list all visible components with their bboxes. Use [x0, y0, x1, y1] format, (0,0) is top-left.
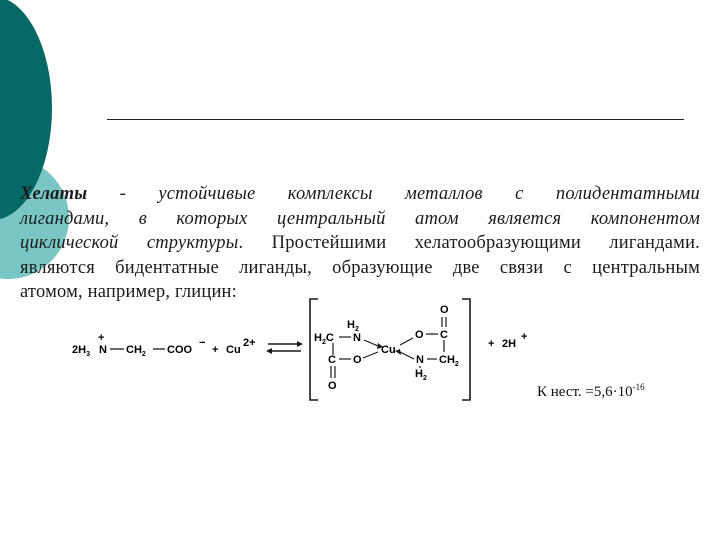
complex-left-o: O — [353, 354, 362, 366]
complex-right-ch2: $CH_2$ — [439, 354, 459, 368]
copper-glycinate-complex — [314, 304, 459, 392]
term-chelates: Хелаты — [20, 184, 88, 204]
complex-top-h2: $H_2$ — [347, 319, 359, 333]
reactant-n: N — [99, 344, 107, 356]
equilibrium-arrows — [266, 341, 303, 354]
complex-right-c: C — [440, 329, 448, 341]
reactant-minus-charge: − — [199, 337, 206, 349]
complex-left-h2c: $H_2C$ — [314, 332, 334, 346]
complex-right-n: N — [416, 354, 424, 366]
released-protons — [488, 331, 527, 350]
complex-bottom-h2: $H_2$ — [415, 368, 427, 382]
product-2h: 2H — [502, 338, 517, 350]
reactant-ch2: $CH_2$ — [126, 344, 146, 358]
paragraph-line-5: атомом, например, глицин: — [20, 282, 237, 302]
complex-left-carbonyl-o: O — [328, 380, 337, 392]
reactant-plus: + — [212, 344, 219, 356]
reactant-plus-charge: + — [98, 332, 105, 344]
instability-constant-label: К нест. =5,6·10 — [537, 384, 633, 400]
copper-charge: 2+ — [243, 337, 256, 349]
reactant-2h: $2H_3$ — [72, 344, 90, 358]
copper-ion: Cu — [226, 344, 241, 356]
glycinate-reactant — [72, 332, 256, 358]
instability-constant — [537, 382, 645, 401]
complex-left-n: N — [353, 332, 361, 344]
definition-text-1: - устойчивые комплексы металлов с полидентатными — [87, 184, 700, 204]
instability-constant-exponent: -16 — [632, 382, 645, 392]
complex-right-o: O — [415, 329, 424, 341]
complex-right-carbonyl-o: O — [440, 304, 449, 316]
product-plus: + — [488, 338, 495, 350]
paragraph-line-2: лигандами, в которых центральный атом является компонентом — [20, 208, 700, 229]
complex-left-bracket — [310, 299, 318, 400]
complex-left-c: C — [328, 354, 336, 366]
cyclic-structure-text: циклической структуры — [20, 233, 239, 253]
definition-text-3: . Простейшими хелатообразующими лигандами. — [238, 233, 700, 253]
product-charge: + — [521, 331, 528, 343]
paragraph-line-4: являются бидентатные лиганды, образующие две связи с центральным — [20, 257, 700, 278]
reactant-coo: COO — [167, 344, 193, 356]
complex-right-bracket — [462, 299, 470, 400]
complex-central-cu: Cu — [381, 344, 396, 356]
